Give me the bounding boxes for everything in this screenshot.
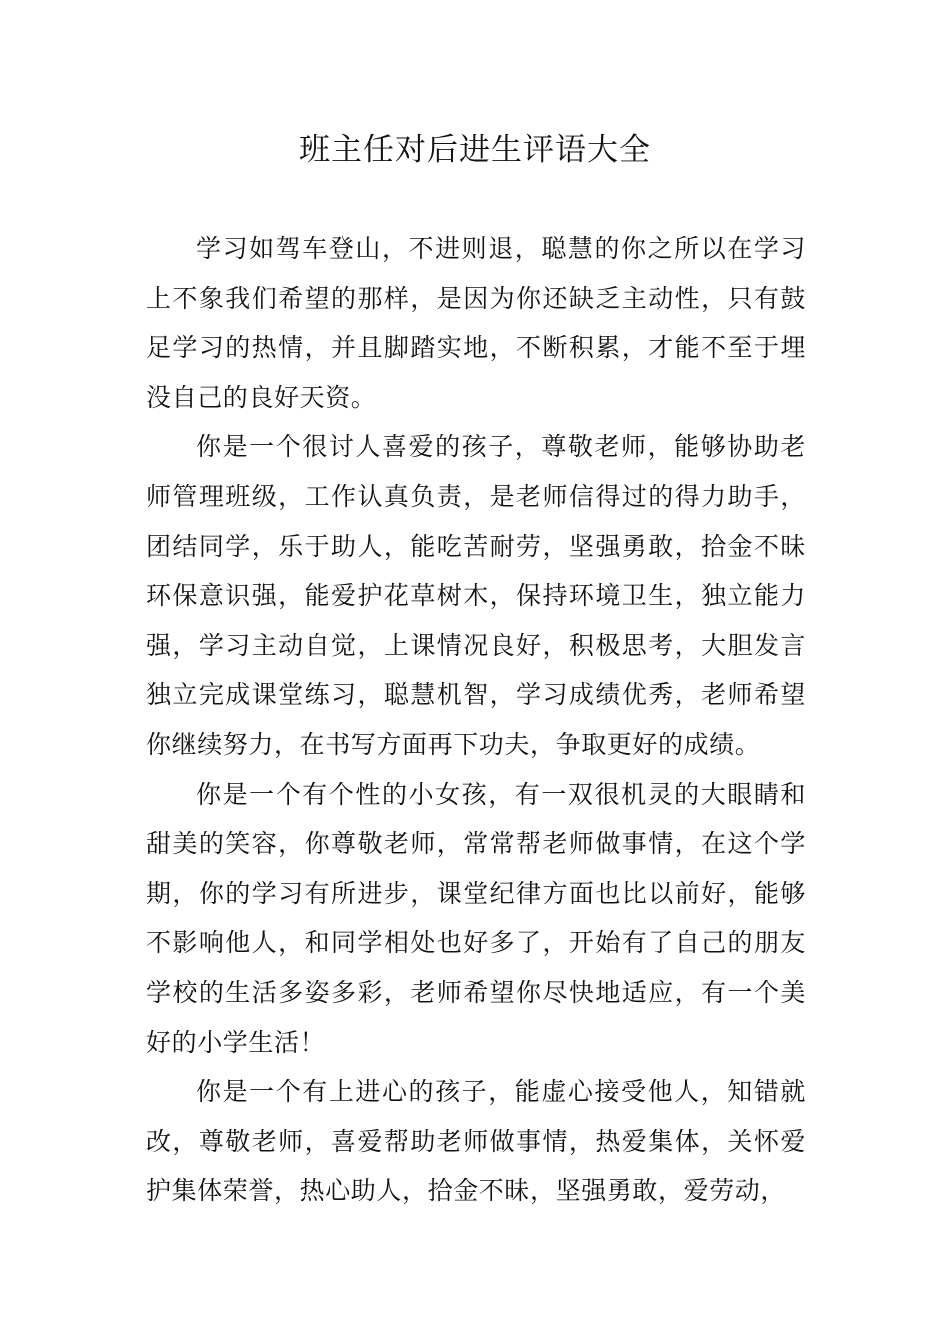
- paragraph-2: 你是一个很讨人喜爱的孩子，尊敬老师，能够协助老师管理班级，工作认真负责，是老师信得过的得力助手，团结同学，乐于助人，能吃苦耐劳，坚强勇敢，拾金不昧环保意识强，能爱护花草树木，保持环境卫生，独立能力强，学习主动自觉，上课情况良好，积极思考，大胆发言独立完成课堂练习，聪慧机智，学习成绩优秀，老师希望你继续努力，在书写方面再下功夫，争取更好的成绩。: [146, 432, 806, 759]
- paragraph-1: 学习如驾车登山，不进则退，聪慧的你之所以在学习上不象我们希望的那样，是因为你还缺乏主动性，只有鼓足学习的热情，并且脚踏实地，不断积累，才能不至于埋没自己的良好天资。: [146, 234, 806, 412]
- paragraph-4: 你是一个有上进心的孩子，能虚心接受他人，知错就改，尊敬老师，喜爱帮助老师做事情，热爱集体，关怀爱护集体荣誉，热心助人，拾金不昧，坚强勇敢，爱劳动，: [146, 1077, 806, 1206]
- document-body: [146, 224, 806, 1216]
- document-title: 班主任对后进生评语大全: [299, 132, 651, 168]
- paragraph-3: 你是一个有个性的小女孩，有一双很机灵的大眼睛和甜美的笑容，你尊敬老师，常常帮老师做事情，在这个学期，你的学习有所进步，课堂纪律方面也比以前好，能够不影响他人，和同学相处也好多了，开始有了自己的朋友学校的生活多姿多彩，老师希望你尽快地适应，有一个美好的小学生活！: [146, 779, 806, 1057]
